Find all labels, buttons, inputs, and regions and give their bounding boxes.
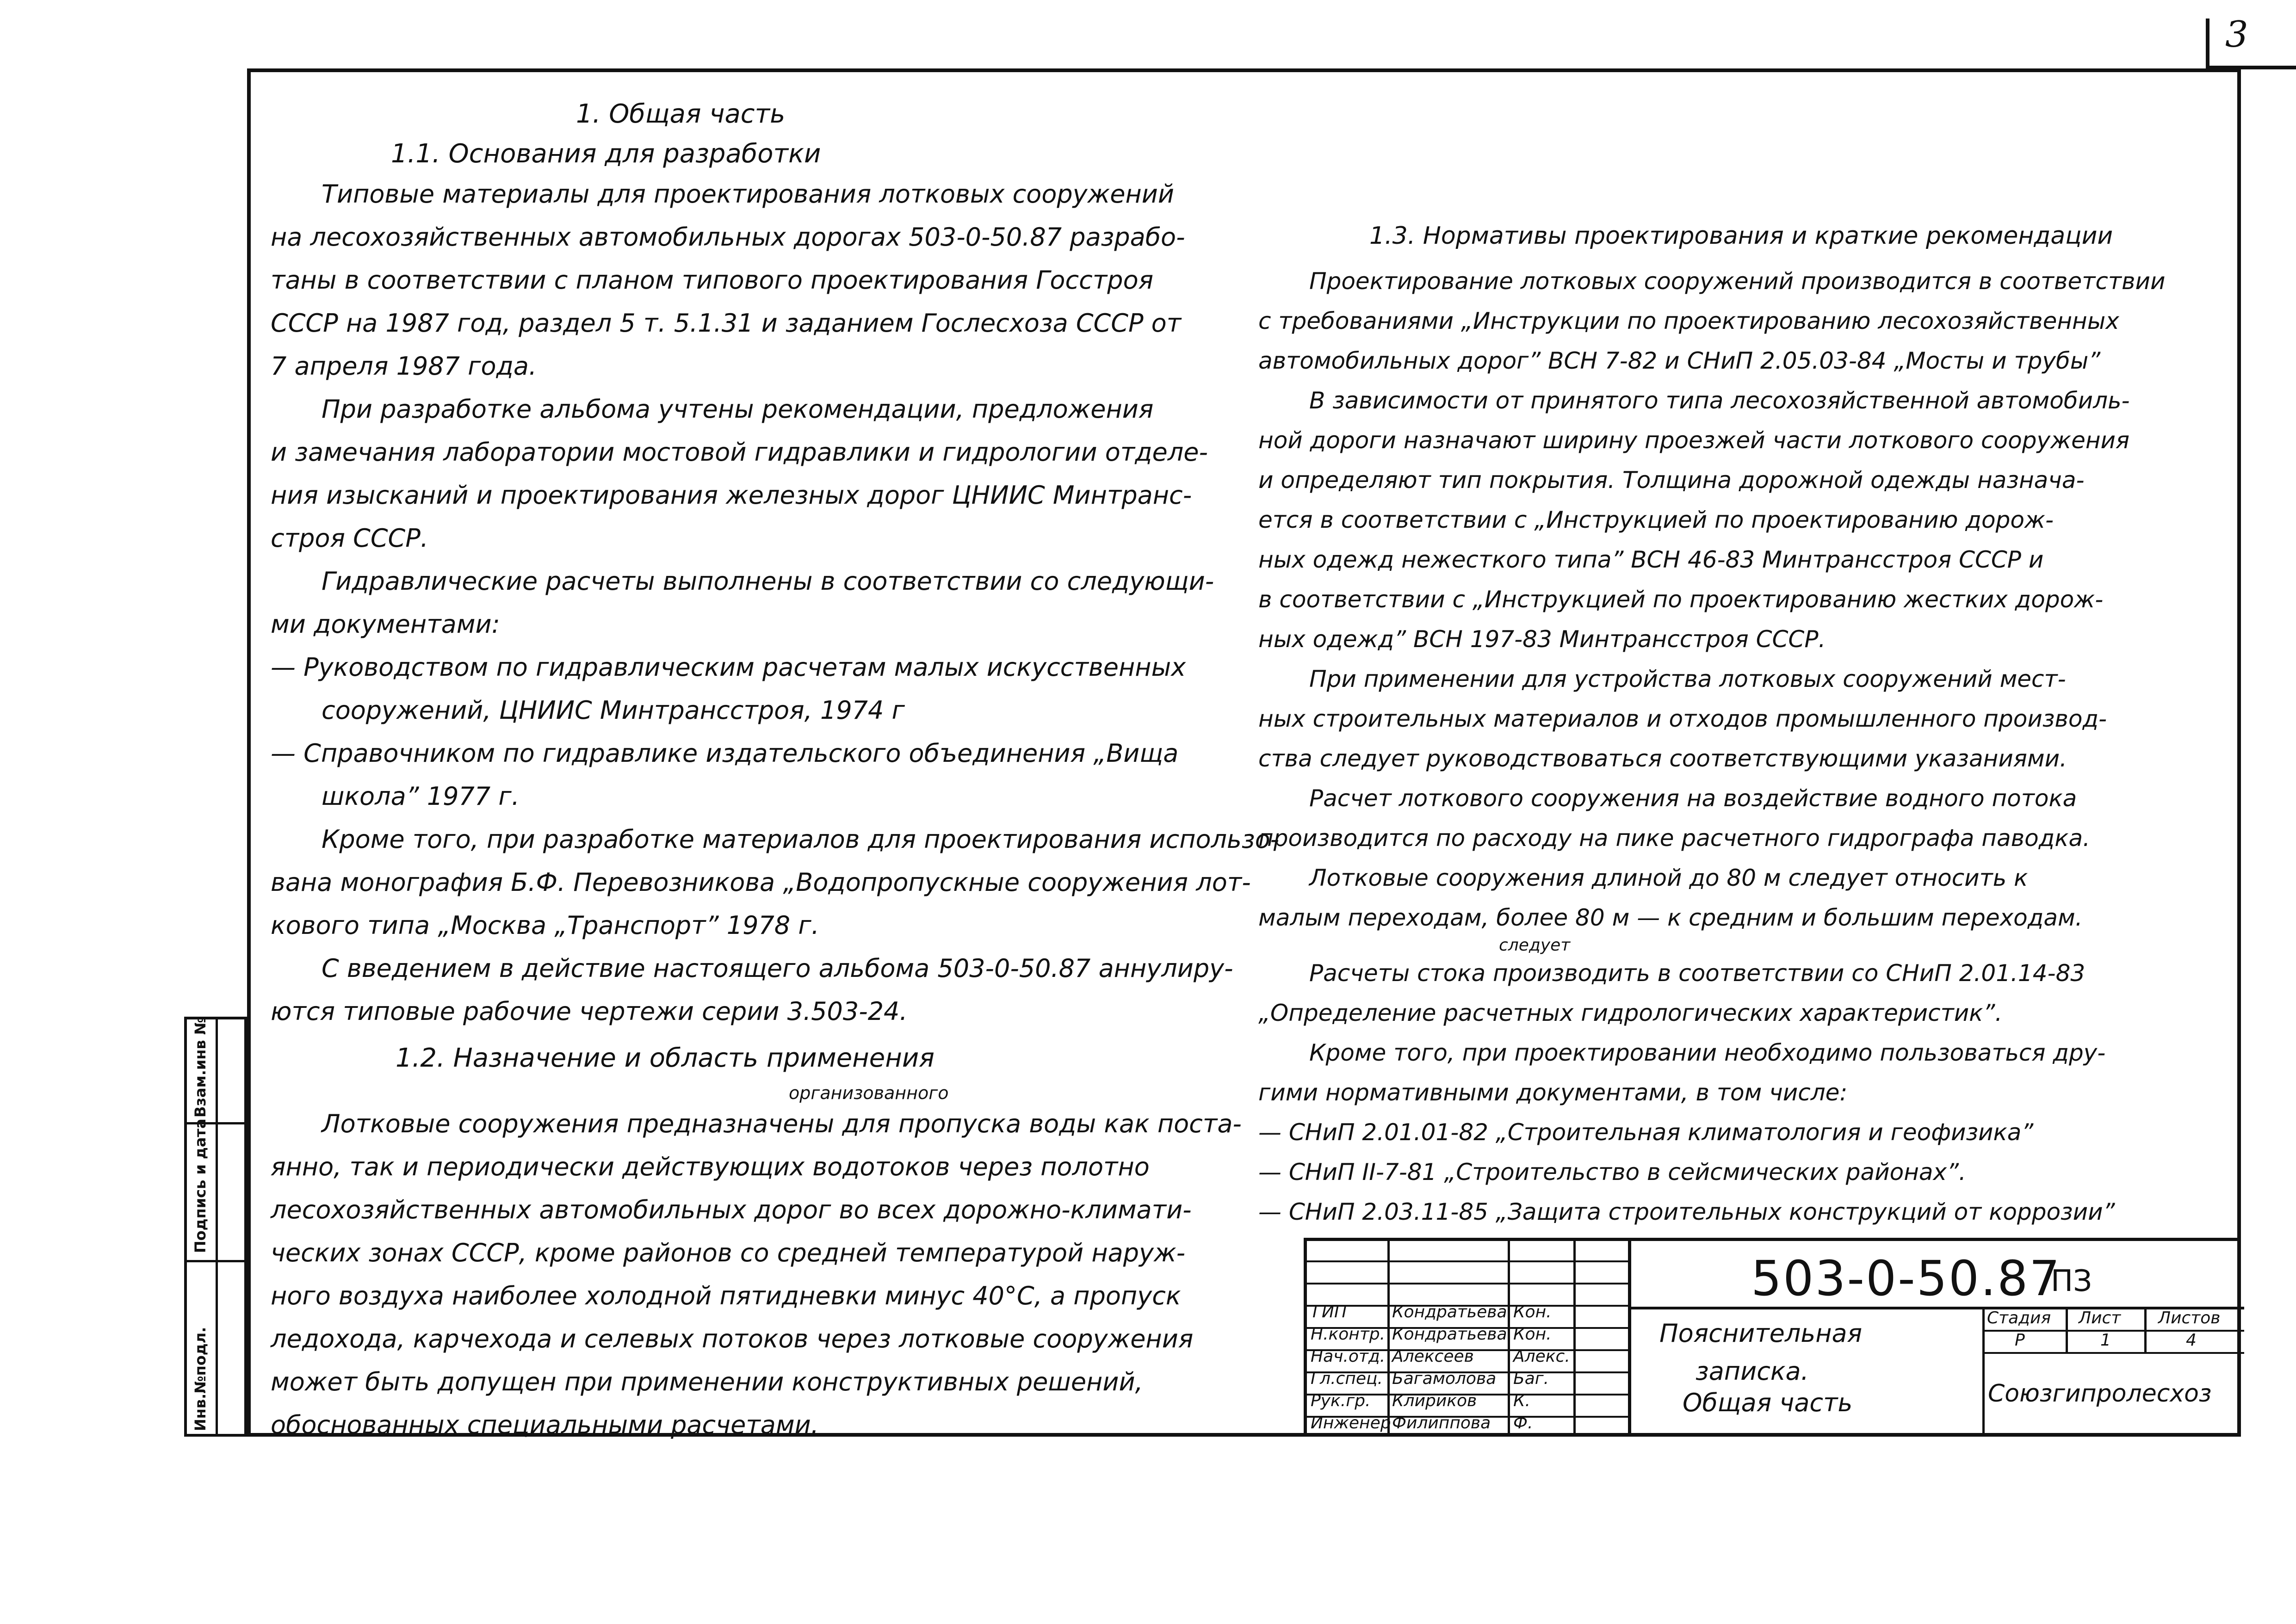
role-norm-control: Н.контр. — [1311, 1325, 1386, 1344]
paragraph-line: ется в соответствии с „Инструкцией по проектированию дорож- — [1258, 506, 2054, 533]
paragraph-line: ных одежд нежесткого типа” ВСН 46-83 Минтрансстроя СССР и — [1258, 546, 2044, 573]
name-engineer: Филиппова — [1392, 1414, 1491, 1433]
signature-norm-control: Кон. — [1513, 1325, 1552, 1344]
paragraph-line: Кроме того, при разработке материалов для проектирования использо- — [322, 825, 1280, 854]
name-group-head: Клириков — [1392, 1391, 1477, 1410]
list-item-line: — СНиП 2.03.11-85 „Защита строительных конструкций от коррозии” — [1258, 1198, 2115, 1225]
sheets-header: Листов — [2158, 1309, 2221, 1328]
paragraph-line: При применении для устройства лотковых сооружений мест- — [1309, 666, 2066, 692]
sheet-header: Лист — [2079, 1309, 2121, 1328]
paragraph-line: с требованиями „Инструкции по проектированию лесохозяйственных — [1258, 308, 2119, 334]
list-item-line: — СНиП 2.01.01-82 „Строительная климатология и геофизика” — [1258, 1119, 2034, 1146]
list-item-line: — СНиП II-7-81 „Строительство в сейсмических районах”. — [1258, 1159, 1966, 1186]
role-group-head: Рук.гр. — [1311, 1391, 1371, 1410]
paragraph-line: „Определение расчетных гидрологических характеристик”. — [1258, 1000, 2003, 1026]
paragraph-line: Расчет лоткового сооружения на воздействие водного потока — [1309, 785, 2077, 812]
signature-dept-head: Алекс. — [1513, 1347, 1570, 1366]
paragraph-line: ства следует руководствоваться соответствующими указаниями. — [1258, 745, 2067, 772]
page-number: 3 — [2225, 14, 2248, 56]
doc-title-line: Пояснительная — [1659, 1319, 1863, 1348]
right-column — [1258, 210, 2165, 1232]
paragraph-line: ния изысканий и проектирования железных дорог ЦНИИС Минтранс- — [271, 481, 1192, 510]
paragraph-line: производится по расходу на пике расчетного гидрографа паводка. — [1258, 825, 2090, 852]
paragraph-line: Гидравлические расчеты выполнены в соответствии со следующи- — [322, 567, 1214, 596]
paragraph-line: в соответствии с „Инструкцией по проектированию жестких дорож- — [1258, 586, 2104, 613]
stage-value: Р — [2015, 1331, 2025, 1350]
paragraph-line: лесохозяйственных автомобильных дорог во всех дорожно-климати- — [271, 1195, 1192, 1224]
sheets-value: 4 — [2186, 1331, 2197, 1350]
signature-gip: Кон. — [1513, 1303, 1552, 1321]
document-code: 503-0-50.87 — [1751, 1250, 2061, 1307]
approval-strip — [184, 1017, 247, 1437]
paragraph-line: ческих зонах СССР, кроме районов со средней температурой наруж- — [271, 1238, 1186, 1267]
paragraph-line: кового типа „Москва „Транспорт” 1978 г. — [271, 911, 819, 940]
paragraph-line: В зависимости от принятого типа лесохозяйственной автомобиль- — [1309, 387, 2130, 414]
paragraph-line: Кроме того, при проектировании необходимо пользоваться дру- — [1309, 1039, 2106, 1066]
strip-label-inventory: Инв.№подл. — [192, 1327, 209, 1431]
insert-note: организованного — [789, 1083, 949, 1103]
signature-engineer: Ф. — [1513, 1414, 1533, 1433]
signature-chief-spec: Баг. — [1513, 1369, 1549, 1388]
paragraph-line: гими нормативными документами, в том числе: — [1258, 1079, 1848, 1106]
paragraph-line: ных одежд” ВСН 197-83 Минтрансстроя СССР. — [1258, 626, 1826, 653]
paragraph-line: Типовые материалы для проектирования лотковых сооружений — [322, 179, 1174, 209]
insert-note: следует — [1499, 936, 1571, 955]
paragraph-line: таны в соответствии с планом типового проектирования Госстроя — [271, 266, 1154, 295]
paragraph-line: может быть допущен при применении конструктивных решений, — [271, 1367, 1143, 1396]
subsection-title-1-2: 1.2. Назначение и область применения — [396, 1043, 934, 1073]
paragraph-line: СССР на 1987 год, раздел 5 т. 5.1.31 и заданием Гослесхоза СССР от — [271, 309, 1182, 338]
paragraph-line: Проектирование лотковых сооружений производится в соответствии — [1309, 268, 2166, 295]
list-item-line: школа” 1977 г. — [322, 782, 520, 811]
organization-name: Союзгипролесхоз — [1988, 1380, 2212, 1408]
name-chief-spec: Багамолова — [1392, 1369, 1497, 1388]
role-chief-spec: Гл.спец. — [1311, 1369, 1383, 1388]
list-item-line: сооружений, ЦНИИС Минтрансстроя, 1974 г — [322, 696, 905, 725]
role-gip: ГИП — [1312, 1303, 1347, 1321]
role-dept-head: Нач.отд. — [1311, 1347, 1386, 1366]
strip-label-replacement: Взам.инв № — [192, 1017, 209, 1118]
subsection-title-1-1: 1.1. Основания для разработки — [391, 139, 821, 169]
paragraph-line: Расчеты стока производить в соответствии со СНиП 2.01.14-83 — [1309, 960, 2086, 987]
paragraph-line: ной дороги назначают ширину проезжей части лоткового сооружения — [1258, 427, 2130, 454]
paragraph-line: Лотковые сооружения длиной до 80 м следует относить к — [1309, 864, 2028, 891]
paragraph-line: С введением в действие настоящего альбома 503-0-50.87 аннулиру- — [322, 954, 1233, 983]
paragraph-line: ются типовые рабочие чертежи серии 3.503-24. — [271, 997, 908, 1026]
paragraph-line: автомобильных дорог” ВСН 7-82 и СНиП 2.05.03-84 „Мосты и трубы” — [1258, 347, 2101, 374]
doc-title-line: Общая часть — [1683, 1388, 1853, 1417]
paragraph-line: обоснованных специальными расчетами. — [271, 1410, 819, 1439]
signature-group-head: К. — [1513, 1391, 1531, 1410]
left-column — [271, 93, 1279, 1446]
sheet-value: 1 — [2100, 1331, 2111, 1350]
stage-header: Стадия — [1987, 1309, 2051, 1328]
paragraph-line: малым переходам, более 80 м — к средним и большим переходам. — [1258, 904, 2083, 931]
section-title: 1. Общая часть — [576, 99, 786, 129]
paragraph-line: и определяют тип покрытия. Толщина дорожной одежды назнача- — [1258, 467, 2085, 494]
title-block — [1304, 1238, 2241, 1437]
paragraph-line: строя СССР. — [271, 524, 428, 553]
paragraph-line: вана монография Б.Ф. Перевозникова „Водопропускные сооружения лот- — [271, 868, 1251, 897]
subsection-title-1-3: 1.3. Нормативы проектирования и краткие рекомендации — [1369, 222, 2113, 250]
paragraph-line: на лесохозяйственных автомобильных дорогах 503-0-50.87 разрабо- — [271, 222, 1185, 252]
name-norm-control: Кондратьева — [1392, 1325, 1507, 1344]
name-gip: Кондратьева — [1392, 1303, 1507, 1321]
doc-title-line: записка. — [1696, 1357, 1809, 1386]
paragraph-line: ного воздуха наиболее холодной пятидневки минус 40°С, а пропуск — [271, 1281, 1181, 1310]
paragraph-line: и замечания лаборатории мостовой гидравлики и гидрологии отделе- — [271, 438, 1208, 467]
paragraph-line: При разработке альбома учтены рекомендации, предложения — [322, 395, 1154, 424]
name-dept-head: Алексеев — [1392, 1347, 1474, 1366]
document-code-suffix: ПЗ — [2051, 1264, 2092, 1298]
paragraph-line: янно, так и периодически действующих водотоков через полотно — [271, 1152, 1150, 1181]
paragraph-line: 7 апреля 1987 года. — [271, 352, 537, 381]
role-engineer: Инженер — [1311, 1414, 1391, 1433]
list-item-line: — Руководством по гидравлическим расчетам малых искусственных — [271, 653, 1186, 682]
strip-label-signature: Подпись и дата — [192, 1118, 209, 1253]
paragraph-line: ных строительных материалов и отходов промышленного производ- — [1258, 705, 2107, 732]
paragraph-line: ледохода, карчехода и селевых потоков через лотковые сооружения — [271, 1324, 1194, 1353]
page-number-box — [2206, 19, 2296, 69]
paragraph-line: ми документами: — [271, 610, 500, 639]
paragraph-line: Лотковые сооружения предназначены для пропуска воды как поста- — [322, 1109, 1242, 1138]
list-item-line: — Справочником по гидравлике издательского объединения „Вища — [271, 739, 1179, 768]
